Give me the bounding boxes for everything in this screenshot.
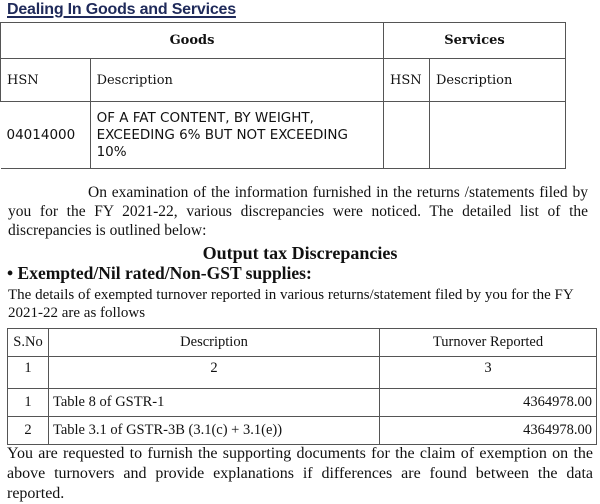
services-description-cell — [430, 102, 566, 169]
description-header: Description — [49, 329, 380, 357]
closing-paragraph: You are requested to furnish the supporting documents for the claim of exemption on the above turnovers and provide explanations if differences are found between the data reported. — [7, 445, 593, 502]
sno-cell: 2 — [8, 417, 49, 445]
discrepancies-heading: Output tax Discrepancies — [202, 243, 398, 263]
turnover-table — [7, 328, 597, 445]
services-hsn-cell — [384, 102, 430, 169]
bullet-icon: • — [7, 263, 14, 283]
goods-description-header: Description — [90, 59, 383, 102]
section-title: Dealing In Goods and Services — [7, 1, 236, 18]
services-hsn-header: HSN — [384, 59, 430, 102]
details-paragraph: The details of exempted turnover reported in various returns/statement filed by you for the FY 2021-22 are as follows — [8, 287, 574, 321]
goods-hsn-header: HSN — [1, 59, 91, 102]
index-cell: 1 — [8, 357, 49, 389]
goods-hsn-cell: 04014000 — [1, 102, 91, 169]
table-row — [1, 102, 566, 169]
turnover-cell: 4364978.00 — [380, 417, 597, 445]
description-cell: Table 3.1 of GSTR-3B (3.1(c) + 3.1(e)) — [49, 417, 380, 445]
table-row — [8, 389, 597, 417]
bullet-label: Exempted/Nil rated/Non-GST supplies: — [17, 263, 312, 283]
table-row — [8, 417, 597, 445]
sno-header: S.No — [8, 329, 49, 357]
index-cell: 3 — [380, 357, 597, 389]
goods-services-table — [0, 22, 566, 169]
index-cell: 2 — [49, 357, 380, 389]
intro-paragraph: On examination of the information furnished in the returns /statements filed by you for the FY 2021-22, various discrepancies were noticed. The detailed list of the discrepancies is outlined below: — [8, 184, 588, 239]
turnover-cell: 4364978.00 — [380, 389, 597, 417]
goods-header: Goods — [1, 23, 384, 59]
turnover-header: Turnover Reported — [380, 329, 597, 357]
services-description-header: Description — [430, 59, 566, 102]
services-header: Services — [384, 23, 566, 59]
sno-cell: 1 — [8, 389, 49, 417]
goods-description-cell: OF A FAT CONTENT, BY WEIGHT, EXCEEDING 6% BUT NOT EXCEEDING 10% — [90, 102, 383, 169]
bullet-heading — [7, 263, 312, 284]
description-cell: Table 8 of GSTR-1 — [49, 389, 380, 417]
